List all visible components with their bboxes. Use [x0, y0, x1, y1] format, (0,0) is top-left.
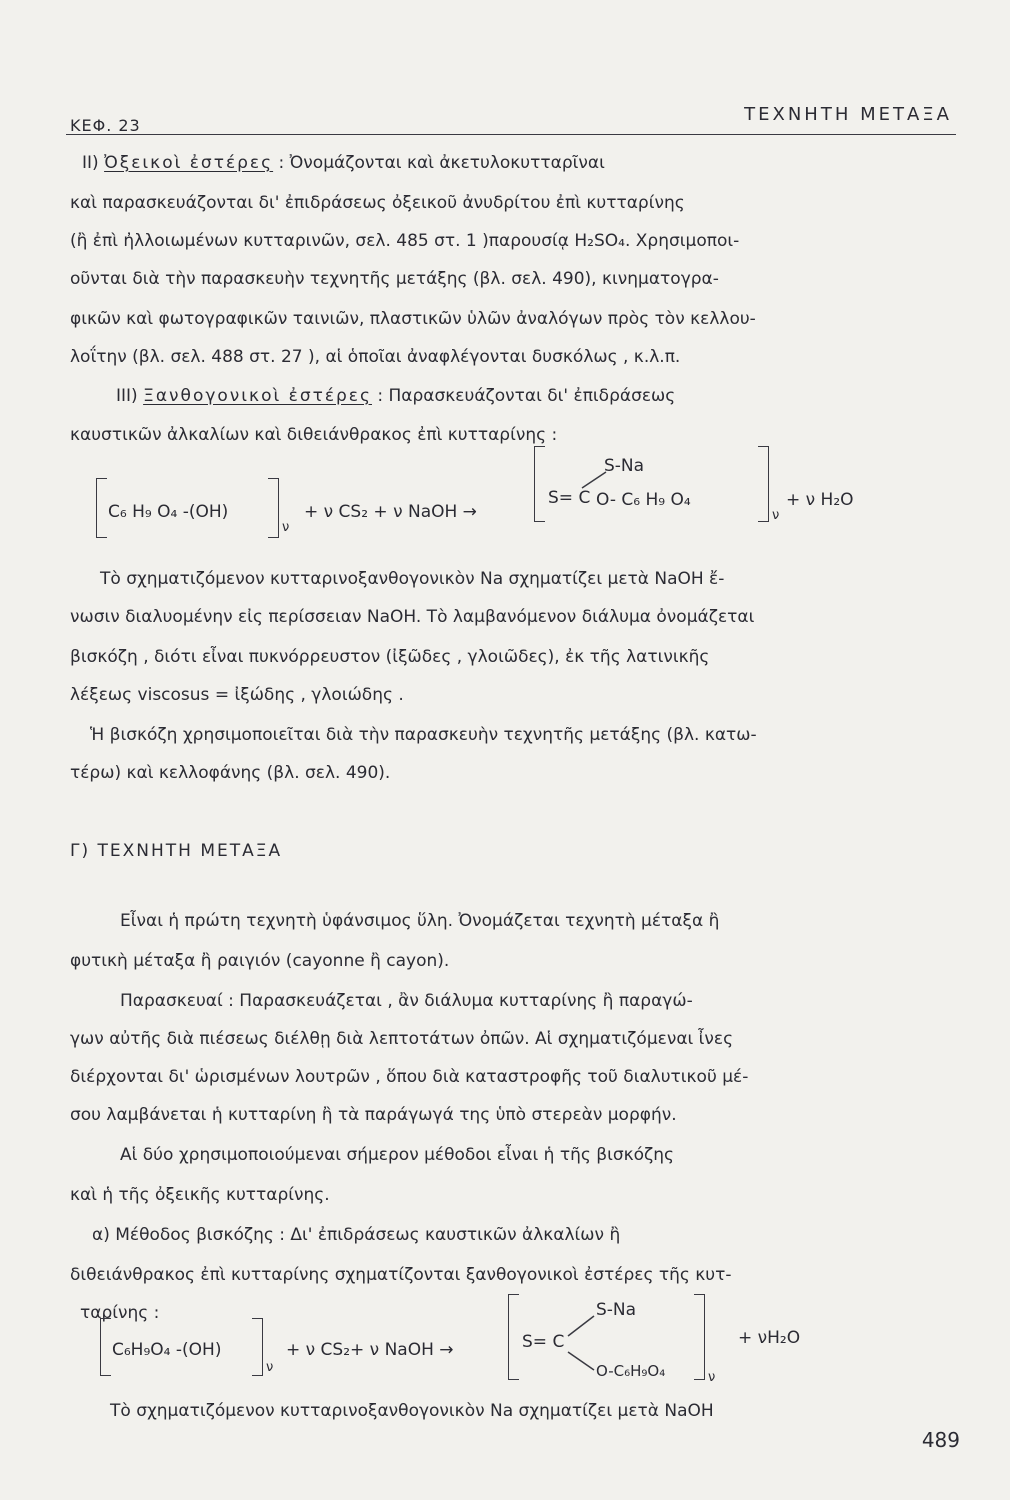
formula-2-bond-down: [566, 1350, 598, 1372]
chapter-label: ΚΕΦ. 23: [70, 116, 141, 135]
section-ii-line-3: οῦνται διὰ τὴν παρασκευὴν τεχνητῆς μετάξης (βλ. σελ. 490), κινηματογρα-: [70, 269, 719, 289]
header-rule: [66, 134, 956, 135]
page-number: 489: [921, 1428, 960, 1452]
section-ii-title: Ὀξεικοὶ ἐστέρες: [104, 153, 274, 173]
formula-1-group-bottom: O- C₆ H₉ O₄: [596, 490, 691, 510]
section-iii-heading: [116, 385, 675, 407]
body-2-line-4: διέρχονται δι' ὡρισμένων λουτρῶν , ὅπου διὰ καταστροφῆς τοῦ διαλυτικοῦ μέ-: [70, 1067, 749, 1087]
formula-2-product-right-bracket: [694, 1294, 705, 1380]
section-gamma-label: Γ): [70, 841, 91, 861]
section-ii-label: II): [82, 153, 99, 173]
section-gamma-title: ΤΕΧΝΗΤΗ ΜΕΤΑΞΑ: [97, 841, 283, 861]
body-2-line-8: α) Μέθοδος βισκόζης : Δι' ἐπιδράσεως καυστικῶν ἀλκαλίων ἢ: [92, 1225, 621, 1245]
formula-1-reagents: + ν CS₂ + ν NaOH →: [304, 502, 477, 522]
body-2-line-2: Παρασκευαί : Παρασκευάζεται , ἂν διάλυμα κυτταρίνης ἢ παραγώ-: [120, 991, 693, 1011]
formula-1-group-top: S-Na: [604, 456, 645, 476]
body-2-line-6: Αἱ δύο χρησιμοποιούμεναι σήμερον μέθοδοι εἶναι ἡ τῆς βισκόζης: [120, 1145, 675, 1165]
body-2-line-0: Εἶναι ἡ πρώτη τεχνητὴ ὑφάνσιμος ὕλη. Ὀνομάζεται τεχνητὴ μέταξα ἢ: [120, 911, 720, 931]
section-iii-label: III): [116, 386, 138, 406]
formula-1-bond-up: [580, 470, 610, 490]
body-2-line-10: ταρίνης :: [80, 1303, 160, 1323]
section-ii-line-4: φικῶν καὶ φωτογραφικῶν ταινιῶν, πλαστικῶν ὑλῶν ἀναλόγων πρὸς τὸν κελλου-: [70, 309, 756, 329]
formula-2-product: S= C: [522, 1332, 565, 1352]
section-iii-line-0: : Παρασκευάζονται δι' ἐπιδράσεως: [377, 386, 676, 406]
body-1-line-0: Τὸ σχηματιζόμενον κυτταρινοξανθογονικὸν Na σχηματίζει μετὰ NaOH ἔ-: [100, 569, 725, 589]
formula-1-product-right-bracket: [758, 446, 769, 522]
formula-2-product-left-bracket: [508, 1294, 519, 1380]
section-ii-line-2: (ἢ ἐπὶ ἠλλοιωμένων κυτταρινῶν, σελ. 485 στ. 1 )παρουσίᾳ H₂SO₄. Χρησιμοποι-: [70, 231, 740, 251]
body-1-line-1: νωσιν διαλυομένην εἰς περίσσειαν NaOH. Τὸ λαμβανόμενον διάλυμα ὀνομάζεται: [70, 607, 755, 627]
body-1-line-5: τέρω) καὶ κελλοφάνης (βλ. σελ. 490).: [70, 763, 391, 783]
body-2-line-3: γων αὐτῆς διὰ πιέσεως διέλθῃ διὰ λεπτοτάτων ὀπῶν. Αἱ σχηματιζόμεναι ἶνες: [70, 1029, 734, 1049]
body-2-line-7: καὶ ἡ τῆς ὀξεικῆς κυτταρίνης.: [70, 1185, 330, 1205]
section-iii-title: Ξανθογονικοὶ ἐστέρες: [143, 386, 372, 406]
section-iii-line-1: καυστικῶν ἀλκαλίων καὶ διθειάνθρακος ἐπὶ κυτταρίνης :: [70, 425, 558, 445]
formula-1-subscript: ν: [282, 520, 290, 535]
body-2-line-1: φυτικὴ μέταξα ἢ ραιγιόν (cayonne ἢ cayon).: [70, 951, 450, 971]
formula-1-left-bracket: [96, 478, 107, 538]
formula-2-group-top: S-Na: [596, 1300, 637, 1320]
running-title: ΤΕΧΝΗΤΗ ΜΕΤΑΞΑ: [744, 104, 952, 125]
formula-1-right-bracket: [268, 478, 279, 538]
section-ii-line-5: λοΐτην (βλ. σελ. 488 στ. 27 ), αἱ ὁποῖαι ἀναφλέγονται δυσκόλως , κ.λ.π.: [70, 347, 681, 367]
formula-2-left-bracket: [100, 1318, 111, 1376]
formula-2-byproduct: + νH₂O: [738, 1328, 801, 1348]
last-line: Τὸ σχηματιζόμενον κυτταρινοξανθογονικὸν Na σχηματίζει μετὰ NaOH: [110, 1401, 714, 1421]
body-1-line-4: Ἡ βισκόζη χρησιμοποιεῖται διὰ τὴν παρασκευὴν τεχνητῆς μετάξης (βλ. κατω-: [90, 725, 757, 745]
formula-2-subscript: ν: [266, 1360, 274, 1375]
section-gamma-heading: [70, 840, 282, 862]
formula-2-right-bracket: [252, 1318, 263, 1376]
body-1-line-2: βισκόζη , διότι εἶναι πυκνόρρευστον (ἰξῶδες , γλοιῶδες), ἐκ τῆς λατινικῆς: [70, 647, 710, 667]
formula-2-product-sub: ν: [708, 1370, 716, 1385]
formula-1-product: S= C: [548, 488, 591, 508]
formula-1-reactant: C₆ H₉ O₄ -(OH): [108, 502, 229, 522]
formula-1-product-sub: ν: [772, 508, 780, 523]
section-ii-line-0: : Ὀνομάζονται καὶ ἀκετυλοκυτταρῖναι: [278, 153, 605, 173]
formula-1-byproduct: + ν H₂O: [786, 490, 854, 510]
body-2-line-5: σου λαμβάνεται ἡ κυτταρίνη ἢ τὰ παράγωγά της ὑπὸ στερεὰν μορφήν.: [70, 1105, 677, 1125]
formula-2-group-bottom: O-C₆H₉O₄: [596, 1362, 666, 1380]
formula-2-bond-up: [566, 1314, 598, 1338]
formula-2-reactant: C₆H₉O₄ -(OH): [112, 1340, 222, 1360]
section-ii-heading: [82, 152, 605, 174]
body-2-line-9: διθειάνθρακος ἐπὶ κυτταρίνης σχηματίζονται ξανθογονικοὶ ἐστέρες τῆς κυτ-: [70, 1265, 732, 1285]
formula-1-product-left-bracket: [534, 446, 545, 522]
section-ii-line-1: καὶ παρασκευάζονται δι' ἐπιδράσεως ὀξεικοῦ ἀνυδρίτου ἐπὶ κυτταρίνης: [70, 193, 685, 213]
body-1-line-3: λέξεως viscosus = ἰξώδης , γλοιώδης .: [70, 685, 404, 705]
formula-2-reagents: + ν CS₂+ ν NaOH →: [286, 1340, 454, 1360]
